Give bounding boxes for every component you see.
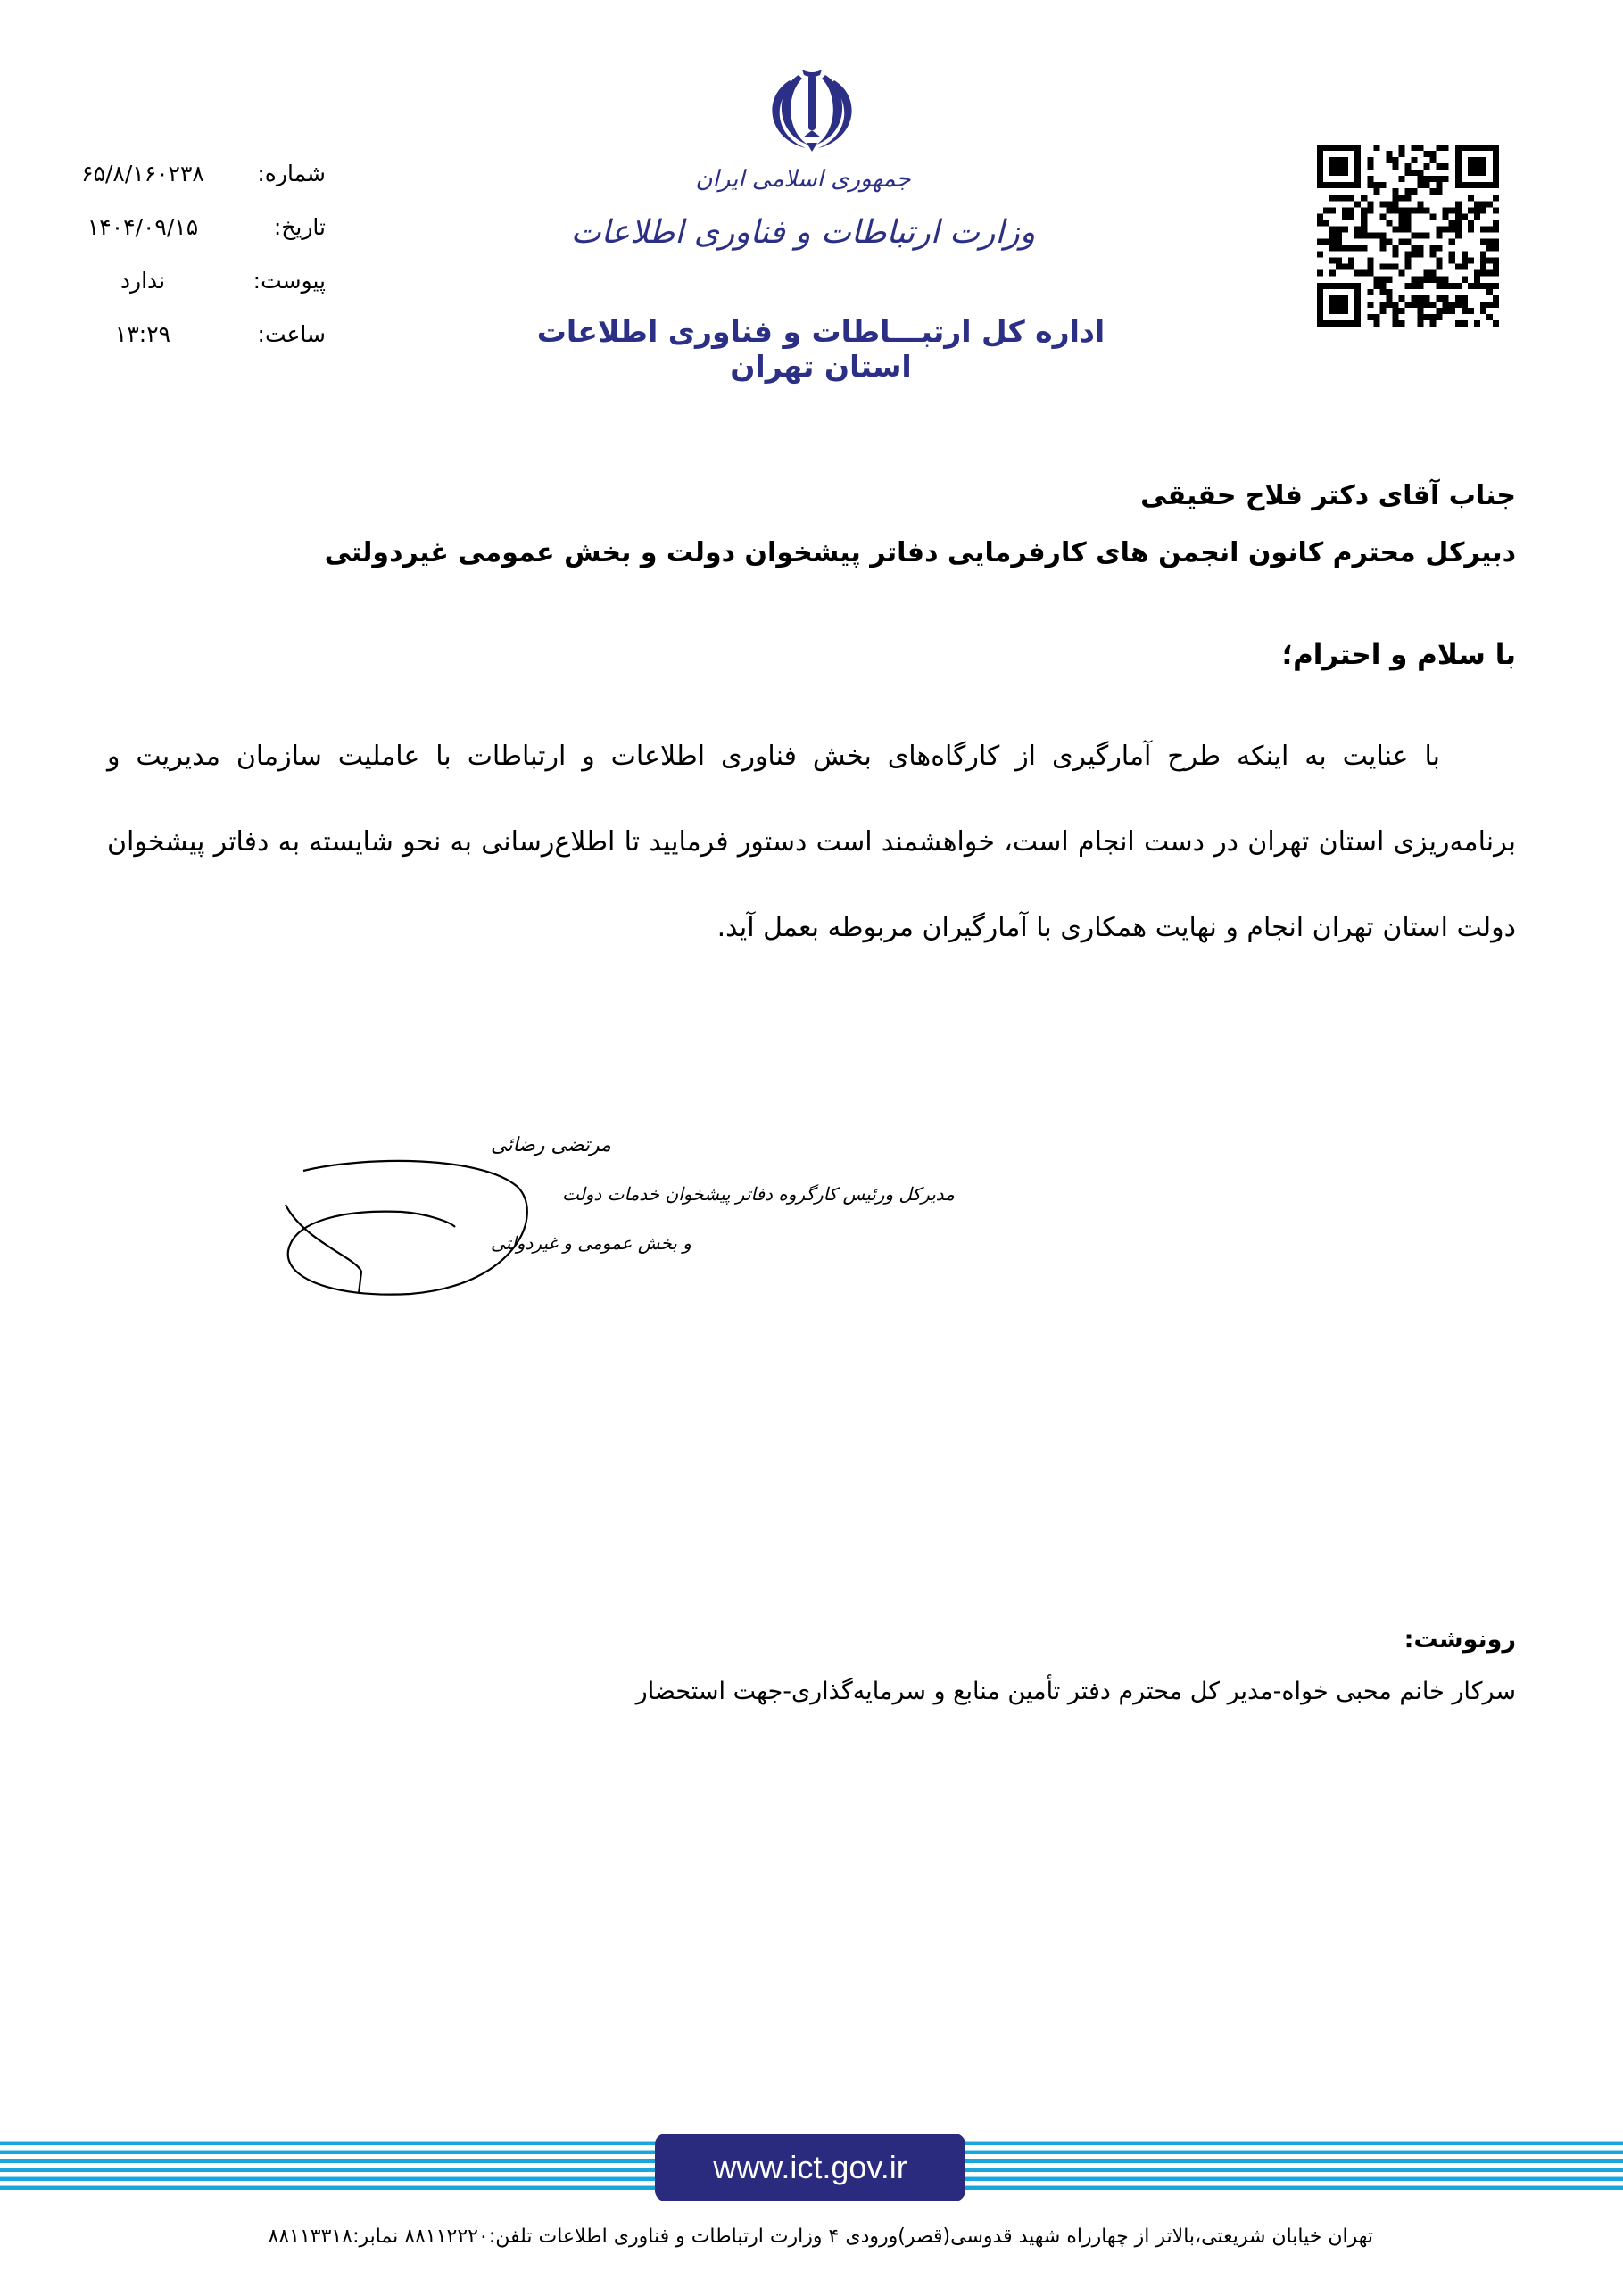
number-value: ۶۵/۸/۱۶۰۲۳۸: [81, 161, 204, 186]
website-link[interactable]: www.ict.gov.ir: [655, 2134, 965, 2201]
date-value: ۱۴۰۴/۰۹/۱۵: [87, 214, 199, 240]
date-label: تاریخ:: [273, 214, 326, 240]
time-label: ساعت:: [257, 321, 326, 347]
attachment-value: ندارد: [120, 268, 166, 294]
signature-stroke: [286, 1161, 527, 1295]
signature: [223, 1080, 955, 1330]
letter-meta: [54, 161, 339, 375]
meta-number-row: [54, 161, 339, 214]
meta-attachment-row: [54, 268, 339, 321]
addressee-title: دبیرکل محترم کانون انجمن های کارفرمایی دفاتر پیشخوان دولت و بخش عمومی غیردولتی: [324, 537, 1516, 568]
greeting: با سلام و احترام؛: [1281, 639, 1516, 671]
signature-title-line1: مدیرکل ورئیس کارگروه دفاتر پیشخوان خدمات دولت: [562, 1183, 955, 1205]
signature-title-line2: و بخش عمومی و غیردولتی: [491, 1232, 691, 1254]
attachment-label: پیوست:: [253, 268, 326, 294]
qr-code-icon: [1317, 145, 1499, 327]
addressee-name: جناب آقای دکتر فلاح حقیقی: [1140, 480, 1516, 511]
meta-date-row: [54, 214, 339, 268]
iran-emblem-icon: [763, 62, 861, 161]
header-country: جمهوری اسلامی ایران: [695, 166, 911, 193]
cc-text: سرکار خانم محبی خواه-مدیر کل محترم دفتر تأمین منابع و سرمایه‌گذاری-جهت استحضار: [635, 1678, 1516, 1705]
footer-address: تهران خیابان شریعتی،بالاتر از چهارراه شهید قدوسی(قصر)ورودی ۴ وزارت ارتباطات و فناوری اطلاعات تلفن:۸۸۱۱۲۲۲۰ نمابر:۸۸۱۱۳۳۱۸: [268, 2226, 1373, 2248]
header-organization: اداره کل ارتبـــاطات و فناوری اطلاعات استان تهران: [536, 314, 1105, 384]
letter-body: با عنایت به اینکه طرح آمارگیری از کارگاه‌های بخش فناوری اطلاعات و ارتباطات با عاملیت سازمان مدیریت و برنامه‌ریزی استان تهران در دست انجام است، خواهشمند است دستور فرمایید تا اطلاع‌رسانی به نحو شایسته به دفاتر پیشخوان دولت استان تهران انجام و نهایت همکاری با آمارگیران مربوطه بعمل آید.: [107, 741, 1516, 943]
time-value: ۱۳:۲۹: [114, 321, 171, 347]
header-ministry: وزارت ارتباطات و فناوری اطلاعات: [570, 214, 1036, 251]
signature-name: مرتضی رضائی: [491, 1134, 611, 1156]
meta-time-row: [54, 321, 339, 375]
number-label: شماره:: [257, 161, 326, 186]
cc-label: رونوشت:: [1404, 1626, 1516, 1654]
